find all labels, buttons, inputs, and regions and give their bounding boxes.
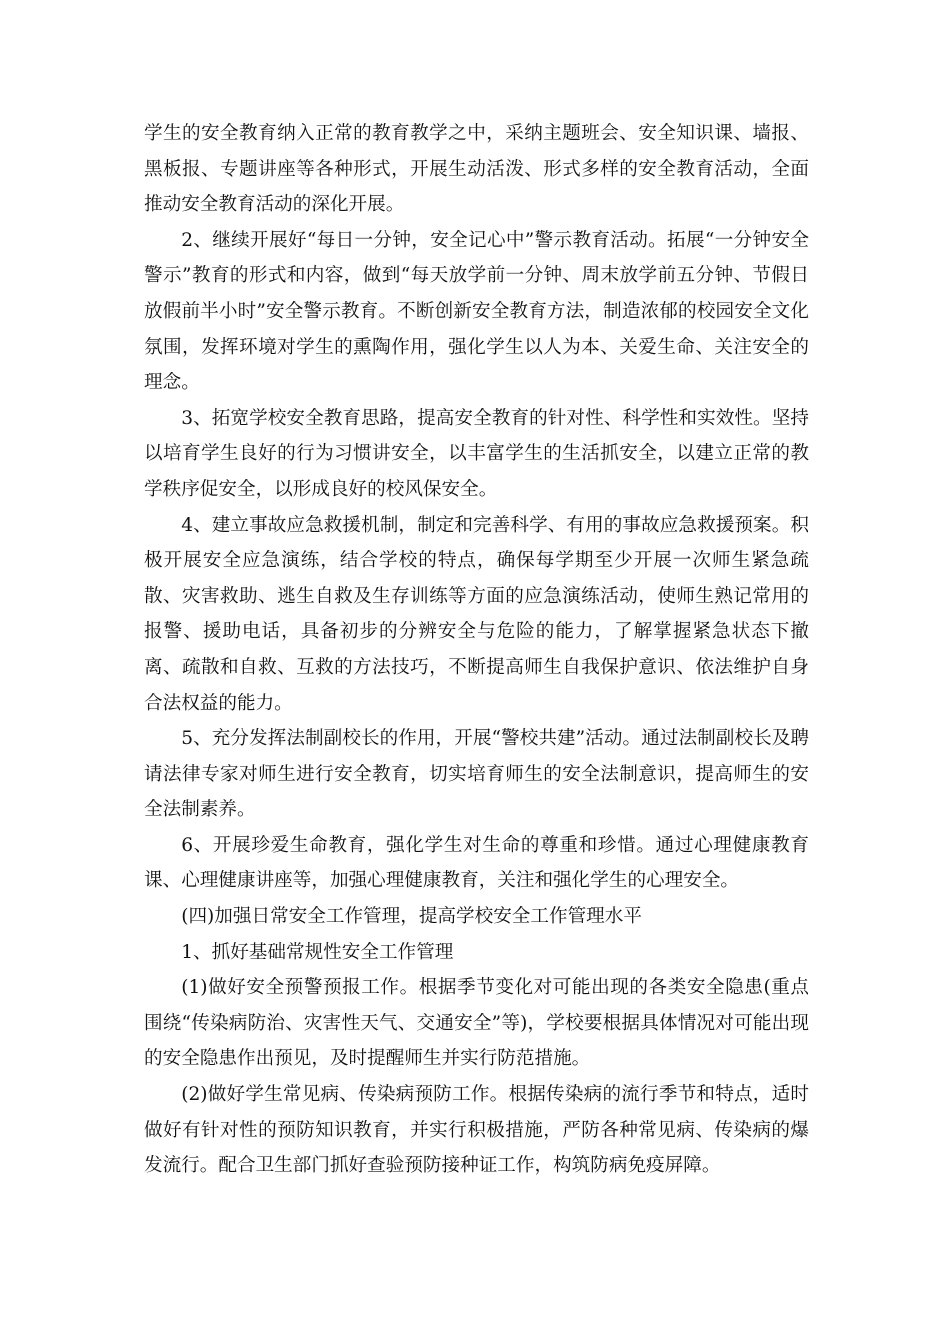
subsection-heading-1: 1、抓好基础常规性安全工作管理 xyxy=(181,941,454,963)
document-body xyxy=(144,116,809,1184)
paragraph-item-6: 6、开展珍爱生命教育，强化学生对生命的尊重和珍惜。通过心理健康教育课、心理健康讲座等，加强心理健康教育，关注和强化学生的心理安全。 xyxy=(144,834,809,892)
paragraph-subitem-2: (2)做好学生常见病、传染病预防工作。根据传染病的流行季节和特点，适时做好有针对性的预防知识教育，并实行积极措施，严防各种常见病、传染病的爆发流行。配合卫生部门抓好查验预防接种证工作，构筑防病免疫屏障。 xyxy=(144,1084,809,1177)
paragraph-continuation: 学生的安全教育纳入正常的教育教学之中，采纳主题班会、安全知识课、墙报、黑板报、专题讲座等各种形式，开展生动活泼、形式多样的安全教育活动，全面推动安全教育活动的深化开展。 xyxy=(144,123,809,216)
paragraph-item-3: 3、拓宽学校安全教育思路，提高安全教育的针对性、科学性和实效性。坚持以培育学生良好的行为习惯讲安全，以丰富学生的生活抓安全，以建立正常的教学秩序促安全，以形成良好的校风保安全。 xyxy=(144,407,809,500)
section-heading-4: (四)加强日常安全工作管理，提高学校安全工作管理水平 xyxy=(181,906,642,928)
paragraph-item-2: 2、继续开展好“每日一分钟，安全记心中”警示教育活动。拓展“一分钟安全警示”教育的形式和内容，做到“每天放学前一分钟、周末放学前五分钟、节假日放假前半小时”安全警示教育。不断创新安全教育方法，制造浓郁的校园安全文化氛围，发挥环境对学生的熏陶作用，强化学生以人为本、关爱生命、关注安全的理念。 xyxy=(144,229,809,394)
paragraph-subitem-1: (1)做好安全预警预报工作。根据季节变化对可能出现的各类安全隐患(重点围绕“传染病防治、灾害性天气、交通安全”等)，学校要根据具体情况对可能出现的安全隐患作出预见，及时提醒师生并实行防范措施。 xyxy=(144,977,809,1070)
paragraph-item-5: 5、充分发挥法制副校长的作用，开展“警校共建”活动。通过法制副校长及聘请法律专家对师生进行安全教育，切实培育师生的安全法制意识，提高师生的安全法制素养。 xyxy=(144,728,809,821)
paragraph-item-4: 4、建立事故应急救援机制，制定和完善科学、有用的事故应急救援预案。积极开展安全应急演练，结合学校的特点，确保每学期至少开展一次师生紧急疏散、灾害救助、逃生自救及生存训练等方面的应急演练活动，使师生熟记常用的报警、援助电话，具备初步的分辨安全与危险的能力，了解掌握紧急状态下撤离、疏散和自救、互救的方法技巧，不断提高师生自我保护意识、依法维护自身合法权益的能力。 xyxy=(144,514,809,714)
